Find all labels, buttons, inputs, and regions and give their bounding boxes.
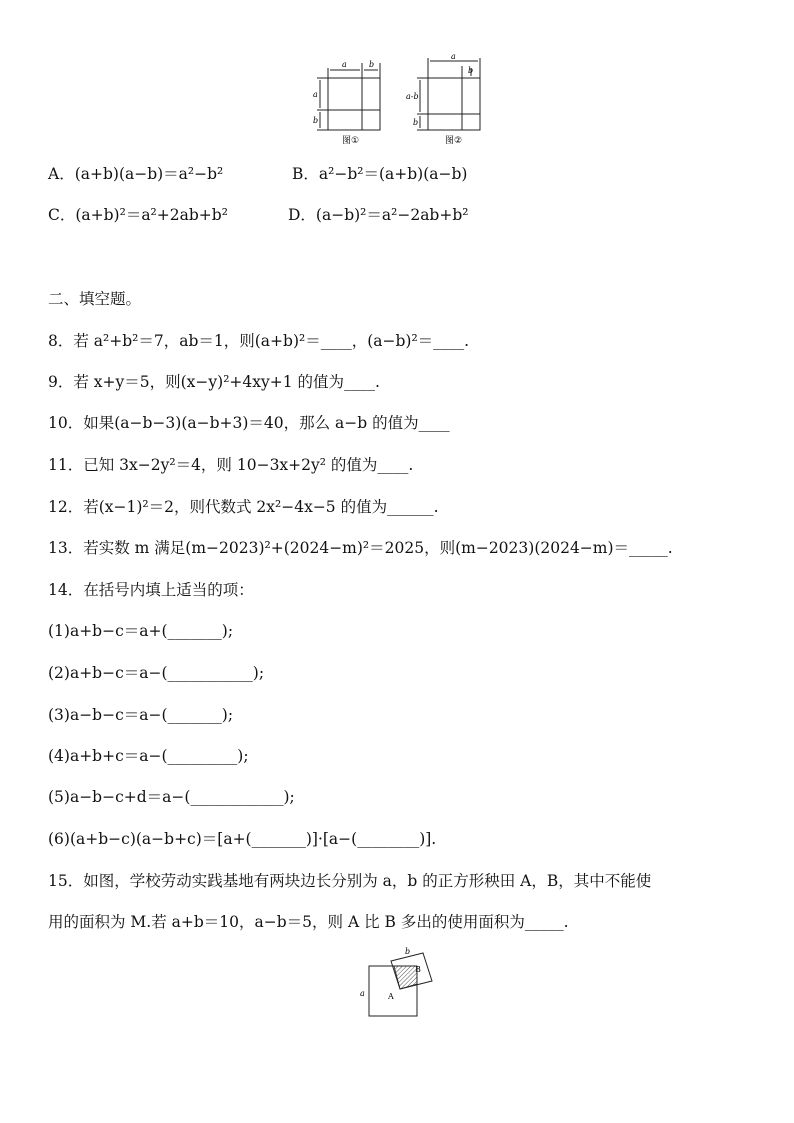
fig1-caption: 图① [342,136,360,146]
label-a-side: a [360,989,365,998]
fig2-label-a-minus-b: a-b [406,92,419,101]
question-14-1: (1)a+b−c＝a+(_______); [48,622,234,640]
fig2-label-a: a [451,52,456,61]
figure-1 [317,63,380,130]
question-14-2: (2)a+b−c＝a−(___________); [48,664,265,682]
fig1-label-b-side: b [313,116,319,125]
option-d: D．(a−b)²＝a²−2ab+b² [288,206,469,224]
question-15-line-1: 15．如图，学校劳动实践基地有两块边长分别为 a，b 的正方形秧田 A，B，其中不能使 [48,872,652,890]
label-b-side: b [405,947,411,956]
question-15-line-2: 用的面积为 M.若 a+b＝10，a−b＝5，则 A 比 B 多出的使用面积为_____. [48,913,569,931]
question-14-4: (4)a+b+c＝a−(_________); [48,747,249,765]
question-11: 11．已知 3x−2y²＝4，则 10−3x+2y² 的值为____. [48,456,414,474]
fig2-label-b: b [468,66,474,75]
option-b: B．a²−b²＝(a+b)(a−b) [292,165,468,183]
question-14-5: (5)a−b−c+d＝a−(____________); [48,788,295,806]
fig1-label-b: b [369,60,375,69]
question-14-3: (3)a−b−c＝a−(_______); [48,706,234,724]
fig1-label-a: a [342,60,347,69]
question-10: 10．如果(a−b−3)(a−b+3)＝40，那么 a−b 的值为____ [48,414,450,432]
question-13: 13．若实数 m 满足(m−2023)²+(2024−m)²＝2025，则(m−2023)(2024−m)＝_____. [48,539,673,557]
question-9: 9．若 x+y＝5，则(x−y)²+4xy+1 的值为____. [48,373,380,391]
fig2-caption: 图② [445,136,463,146]
question-8: 8．若 a²+b²＝7，ab＝1，则(a+b)²＝____，(a−b)²＝____. [48,332,470,350]
option-a: A．(a+b)(a−b)＝a²−b² [48,165,224,183]
question-12: 12．若(x−1)²＝2，则代数式 2x²−4x−5 的值为______. [48,498,439,516]
fig2-label-b-side: b [413,118,419,127]
option-c: C．(a+b)²＝a²+2ab+b² [48,206,228,224]
label-square-a: A [388,992,394,1001]
fig1-label-a-side: a [313,90,318,99]
section-title: 二、填空题。 [48,290,142,308]
square-figures [300,48,500,148]
label-square-b: B [415,965,421,974]
squares-a-b-figure [352,944,452,1024]
question-14: 14．在括号内填上适当的项： [48,581,254,599]
question-14-6: (6)(a+b−c)(a−b+c)＝[a+(_______)]·[a−(________)]. [48,830,437,848]
